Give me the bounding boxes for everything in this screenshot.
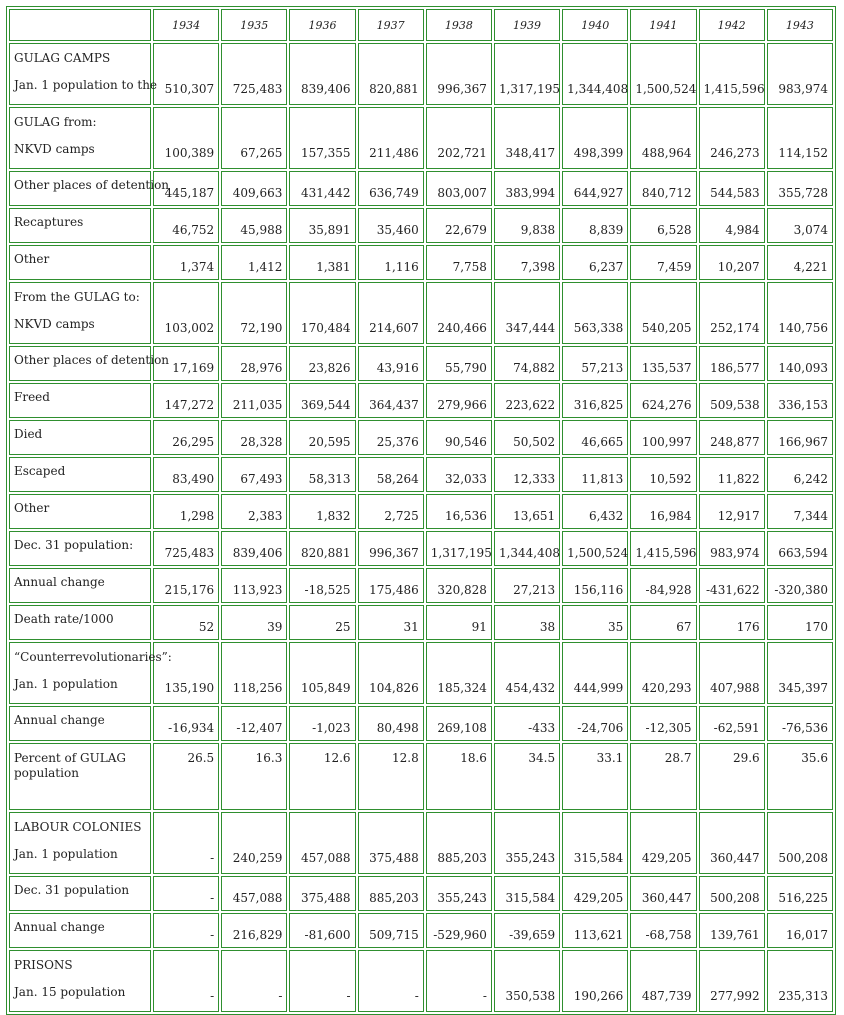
value-cell: 90,546 xyxy=(426,420,492,455)
year-header-cell: 1934 xyxy=(153,9,219,41)
table-row xyxy=(9,494,833,529)
value-cell: 43,916 xyxy=(358,346,424,381)
value-cell: 431,442 xyxy=(289,171,355,206)
value-cell: - xyxy=(289,950,355,1012)
value-cell: 1,412 xyxy=(221,245,287,280)
row-label-cell xyxy=(9,812,151,874)
value-cell: 246,273 xyxy=(699,107,765,169)
value-cell: 58,313 xyxy=(289,457,355,492)
value-cell: 170,484 xyxy=(289,282,355,344)
value-cell: 1,116 xyxy=(358,245,424,280)
value-cell: 444,999 xyxy=(562,642,628,704)
value-cell: 725,483 xyxy=(153,531,219,566)
value-cell: 16.3 xyxy=(221,743,287,810)
row-label-cell xyxy=(9,43,158,105)
value-cell: 1,317,195 xyxy=(426,531,492,566)
value-cell: 223,622 xyxy=(494,383,560,418)
row-label: Escaped xyxy=(14,464,66,478)
value-cell: - xyxy=(426,950,492,1012)
header-corner-cell xyxy=(9,9,151,41)
value-cell: 118,256 xyxy=(221,642,287,704)
value-cell: 10,592 xyxy=(630,457,696,492)
value-cell: 803,007 xyxy=(426,171,492,206)
value-cell: 215,176 xyxy=(153,568,219,603)
value-cell: 10,207 xyxy=(699,245,765,280)
row-label-cell xyxy=(9,950,151,1012)
value-cell: 345,397 xyxy=(767,642,833,704)
value-cell: - xyxy=(221,950,287,1012)
row-label: Death rate/1000 xyxy=(14,612,114,626)
value-cell: 38 xyxy=(494,605,560,640)
value-cell: 644,927 xyxy=(562,171,628,206)
value-cell: 509,715 xyxy=(358,913,424,948)
value-cell: 445,187 xyxy=(153,171,219,206)
value-cell: 46,665 xyxy=(562,420,628,455)
row-label-cell xyxy=(9,208,151,243)
value-cell: 166,967 xyxy=(767,420,833,455)
value-cell: -16,934 xyxy=(153,706,219,741)
row-label-cell xyxy=(9,531,151,566)
row-label-cell xyxy=(9,876,151,911)
value-cell: 29.6 xyxy=(699,743,765,810)
value-cell: 12.8 xyxy=(358,743,424,810)
value-cell: 105,849 xyxy=(289,642,355,704)
value-cell: 23,826 xyxy=(289,346,355,381)
value-cell: 315,584 xyxy=(494,876,560,911)
value-cell: 31 xyxy=(358,605,424,640)
value-cell: 240,259 xyxy=(221,812,287,874)
year-header-cell: 1938 xyxy=(426,9,492,41)
value-cell: 25,376 xyxy=(358,420,424,455)
value-cell: 35.6 xyxy=(767,743,833,810)
value-cell: 52 xyxy=(153,605,219,640)
year-header-cell: 1939 xyxy=(494,9,560,41)
value-cell: 1,832 xyxy=(289,494,355,529)
table-row xyxy=(9,346,833,381)
value-cell: 4,984 xyxy=(699,208,765,243)
value-cell: 364,437 xyxy=(358,383,424,418)
value-cell: 540,205 xyxy=(630,282,696,344)
value-cell: 214,607 xyxy=(358,282,424,344)
row-label: Jan. 1 population xyxy=(14,847,118,861)
value-cell: 248,877 xyxy=(699,420,765,455)
value-cell: 277,992 xyxy=(699,950,765,1012)
table-row xyxy=(9,531,833,566)
value-cell: 885,203 xyxy=(358,876,424,911)
value-cell: 170 xyxy=(767,605,833,640)
value-cell: 409,663 xyxy=(221,171,287,206)
year-header-cell: 1935 xyxy=(221,9,287,41)
row-label-cell xyxy=(9,743,151,810)
table-row xyxy=(9,43,833,105)
value-cell: 885,203 xyxy=(426,812,492,874)
value-cell: 17,169 xyxy=(153,346,219,381)
value-cell: 1,500,524 xyxy=(630,43,696,105)
section-heading: GULAG from: xyxy=(14,115,97,129)
value-cell: 355,728 xyxy=(767,171,833,206)
value-cell: 35,460 xyxy=(358,208,424,243)
value-cell: 57,213 xyxy=(562,346,628,381)
value-cell: 457,088 xyxy=(289,812,355,874)
value-cell: 407,988 xyxy=(699,642,765,704)
row-label-cell xyxy=(9,457,151,492)
value-cell: 336,153 xyxy=(767,383,833,418)
value-cell: 6,528 xyxy=(630,208,696,243)
value-cell: -12,407 xyxy=(221,706,287,741)
value-cell: 509,538 xyxy=(699,383,765,418)
value-cell: 26.5 xyxy=(153,743,219,810)
value-cell: 9,838 xyxy=(494,208,560,243)
value-cell: 429,205 xyxy=(630,812,696,874)
value-cell: 28,976 xyxy=(221,346,287,381)
row-label-cell xyxy=(9,642,172,704)
value-cell: 996,367 xyxy=(426,43,492,105)
value-cell: -320,380 xyxy=(767,568,833,603)
value-cell: 35 xyxy=(562,605,628,640)
value-cell: - xyxy=(153,913,219,948)
value-cell: 39 xyxy=(221,605,287,640)
table-row xyxy=(9,420,833,455)
table-row xyxy=(9,171,833,206)
value-cell: 100,997 xyxy=(630,420,696,455)
value-cell: 279,966 xyxy=(426,383,492,418)
value-cell: 840,712 xyxy=(630,171,696,206)
value-cell: 820,881 xyxy=(358,43,424,105)
value-cell: 457,088 xyxy=(221,876,287,911)
value-cell: 375,488 xyxy=(358,812,424,874)
gulag-statistics-table xyxy=(6,6,836,1015)
row-label: Percent of GULAG population xyxy=(14,751,126,780)
value-cell: 315,584 xyxy=(562,812,628,874)
value-cell: 2,383 xyxy=(221,494,287,529)
value-cell: 544,583 xyxy=(699,171,765,206)
value-cell: 83,490 xyxy=(153,457,219,492)
row-label-cell xyxy=(9,383,151,418)
value-cell: 13,651 xyxy=(494,494,560,529)
row-label-cell xyxy=(9,494,151,529)
value-cell: -24,706 xyxy=(562,706,628,741)
value-cell: 67,265 xyxy=(221,107,287,169)
value-cell: 157,355 xyxy=(289,107,355,169)
row-label-cell xyxy=(9,107,151,169)
value-cell: 360,447 xyxy=(699,812,765,874)
value-cell: 488,964 xyxy=(630,107,696,169)
value-cell: - xyxy=(153,950,219,1012)
value-cell: -76,536 xyxy=(767,706,833,741)
value-cell: 67 xyxy=(630,605,696,640)
value-cell: 147,272 xyxy=(153,383,219,418)
value-cell: 26,295 xyxy=(153,420,219,455)
value-cell: 1,381 xyxy=(289,245,355,280)
table-row xyxy=(9,383,833,418)
table-row xyxy=(9,107,833,169)
value-cell: -431,622 xyxy=(699,568,765,603)
header-row xyxy=(9,9,833,41)
value-cell: 35,891 xyxy=(289,208,355,243)
section-heading: GULAG CAMPS xyxy=(14,51,111,65)
value-cell: 113,621 xyxy=(562,913,628,948)
value-cell: 80,498 xyxy=(358,706,424,741)
value-cell: 28,328 xyxy=(221,420,287,455)
value-cell: 16,984 xyxy=(630,494,696,529)
row-label: NKVD camps xyxy=(14,142,95,156)
row-label: Annual change xyxy=(14,575,105,589)
value-cell: 1,344,408 xyxy=(562,43,628,105)
value-cell: 420,293 xyxy=(630,642,696,704)
value-cell: 375,488 xyxy=(289,876,355,911)
value-cell: 350,538 xyxy=(494,950,560,1012)
value-cell: 7,758 xyxy=(426,245,492,280)
row-label: Dec. 31 population xyxy=(14,883,130,897)
value-cell: 55,790 xyxy=(426,346,492,381)
value-cell: 22,679 xyxy=(426,208,492,243)
value-cell: 113,923 xyxy=(221,568,287,603)
year-header-cell: 1940 xyxy=(562,9,628,41)
value-cell: 16,536 xyxy=(426,494,492,529)
value-cell: - xyxy=(153,876,219,911)
value-cell: 72,190 xyxy=(221,282,287,344)
value-cell: 487,739 xyxy=(630,950,696,1012)
year-header-cell: 1937 xyxy=(358,9,424,41)
value-cell: 67,493 xyxy=(221,457,287,492)
value-cell: 12,917 xyxy=(699,494,765,529)
value-cell: 1,415,596 xyxy=(699,43,765,105)
value-cell: -18,525 xyxy=(289,568,355,603)
value-cell: 636,749 xyxy=(358,171,424,206)
value-cell: 983,974 xyxy=(699,531,765,566)
value-cell: 839,406 xyxy=(221,531,287,566)
value-cell: 18.6 xyxy=(426,743,492,810)
value-cell: 202,721 xyxy=(426,107,492,169)
value-cell: 135,537 xyxy=(630,346,696,381)
row-label: Jan. 1 population to the xyxy=(14,78,158,92)
value-cell: 25 xyxy=(289,605,355,640)
value-cell: 12,333 xyxy=(494,457,560,492)
row-label: Annual change xyxy=(14,713,105,727)
value-cell: 369,544 xyxy=(289,383,355,418)
value-cell: 252,174 xyxy=(699,282,765,344)
value-cell: 3,074 xyxy=(767,208,833,243)
row-label-cell xyxy=(9,245,151,280)
value-cell: 1,317,195 xyxy=(494,43,560,105)
value-cell: 139,761 xyxy=(699,913,765,948)
table-row xyxy=(9,282,833,344)
value-cell: 510,307 xyxy=(153,43,219,105)
value-cell: 50,502 xyxy=(494,420,560,455)
year-header-cell: 1942 xyxy=(699,9,765,41)
value-cell: -529,960 xyxy=(426,913,492,948)
table-row xyxy=(9,208,833,243)
value-cell: 8,839 xyxy=(562,208,628,243)
table-row xyxy=(9,913,833,948)
value-cell: 186,577 xyxy=(699,346,765,381)
value-cell: 20,595 xyxy=(289,420,355,455)
year-header-cell: 1943 xyxy=(767,9,833,41)
row-label-cell xyxy=(9,171,170,206)
value-cell: 498,399 xyxy=(562,107,628,169)
value-cell: 269,108 xyxy=(426,706,492,741)
value-cell: 355,243 xyxy=(426,876,492,911)
value-cell: 1,415,596 xyxy=(630,531,696,566)
section-heading: “Counterrevolutionaries”: xyxy=(14,650,172,664)
value-cell: -1,023 xyxy=(289,706,355,741)
value-cell: 6,242 xyxy=(767,457,833,492)
value-cell: 355,243 xyxy=(494,812,560,874)
value-cell: 32,033 xyxy=(426,457,492,492)
value-cell: 156,116 xyxy=(562,568,628,603)
value-cell: 211,035 xyxy=(221,383,287,418)
value-cell: 2,725 xyxy=(358,494,424,529)
value-cell: 46,752 xyxy=(153,208,219,243)
table-row xyxy=(9,245,833,280)
value-cell: 360,447 xyxy=(630,876,696,911)
value-cell: 316,825 xyxy=(562,383,628,418)
value-cell: 175,486 xyxy=(358,568,424,603)
section-heading: PRISONS xyxy=(14,958,73,972)
value-cell: -12,305 xyxy=(630,706,696,741)
value-cell: 725,483 xyxy=(221,43,287,105)
value-cell: 624,276 xyxy=(630,383,696,418)
value-cell: 839,406 xyxy=(289,43,355,105)
value-cell: 27,213 xyxy=(494,568,560,603)
row-label: Dec. 31 population: xyxy=(14,538,134,552)
row-label: Recaptures xyxy=(14,215,84,229)
row-label: Jan. 1 population xyxy=(14,677,118,691)
table-row xyxy=(9,876,833,911)
value-cell: 216,829 xyxy=(221,913,287,948)
table-row xyxy=(9,457,833,492)
value-cell: 34.5 xyxy=(494,743,560,810)
value-cell: 1,344,408 xyxy=(494,531,560,566)
table-row xyxy=(9,642,833,704)
table-body xyxy=(9,43,833,1012)
value-cell: 74,882 xyxy=(494,346,560,381)
value-cell: 383,994 xyxy=(494,171,560,206)
value-cell: 16,017 xyxy=(767,913,833,948)
value-cell: 1,374 xyxy=(153,245,219,280)
value-cell: -81,600 xyxy=(289,913,355,948)
row-label: Annual change xyxy=(14,920,105,934)
value-cell: 7,459 xyxy=(630,245,696,280)
value-cell: 58,264 xyxy=(358,457,424,492)
row-label: Jan. 15 population xyxy=(14,985,126,999)
table-row xyxy=(9,706,833,741)
table-row xyxy=(9,743,833,810)
value-cell: 235,313 xyxy=(767,950,833,1012)
value-cell: 185,324 xyxy=(426,642,492,704)
row-label-cell xyxy=(9,605,151,640)
value-cell: 7,398 xyxy=(494,245,560,280)
value-cell: 996,367 xyxy=(358,531,424,566)
value-cell: 104,826 xyxy=(358,642,424,704)
row-label-cell xyxy=(9,568,151,603)
year-header-cell: 1936 xyxy=(289,9,355,41)
value-cell: 347,444 xyxy=(494,282,560,344)
row-label: Other xyxy=(14,252,50,266)
value-cell: 33.1 xyxy=(562,743,628,810)
row-label-cell xyxy=(9,706,151,741)
year-header-cell: 1941 xyxy=(630,9,696,41)
value-cell: 140,756 xyxy=(767,282,833,344)
value-cell: 140,093 xyxy=(767,346,833,381)
value-cell: 240,466 xyxy=(426,282,492,344)
value-cell: 91 xyxy=(426,605,492,640)
row-label: NKVD camps xyxy=(14,317,95,331)
section-heading: From the GULAG to: xyxy=(14,290,140,304)
value-cell: 1,298 xyxy=(153,494,219,529)
value-cell: 820,881 xyxy=(289,531,355,566)
value-cell: 176 xyxy=(699,605,765,640)
value-cell: 6,432 xyxy=(562,494,628,529)
row-label-cell xyxy=(9,282,151,344)
value-cell: 516,225 xyxy=(767,876,833,911)
value-cell: 7,344 xyxy=(767,494,833,529)
row-label-cell xyxy=(9,420,151,455)
table-row xyxy=(9,812,833,874)
table-row xyxy=(9,605,833,640)
value-cell: 114,152 xyxy=(767,107,833,169)
value-cell: -62,591 xyxy=(699,706,765,741)
value-cell: 500,208 xyxy=(699,876,765,911)
row-label: Died xyxy=(14,427,43,441)
value-cell: 11,813 xyxy=(562,457,628,492)
row-label-cell xyxy=(9,346,170,381)
value-cell: 429,205 xyxy=(562,876,628,911)
value-cell: -433 xyxy=(494,706,560,741)
value-cell: 28.7 xyxy=(630,743,696,810)
value-cell: 983,974 xyxy=(767,43,833,105)
value-cell: 6,237 xyxy=(562,245,628,280)
row-label-cell xyxy=(9,913,151,948)
value-cell: - xyxy=(153,812,219,874)
value-cell: - xyxy=(358,950,424,1012)
row-label: Freed xyxy=(14,390,50,404)
value-cell: -84,928 xyxy=(630,568,696,603)
row-label: Other places of detention xyxy=(14,178,170,192)
value-cell: -68,758 xyxy=(630,913,696,948)
value-cell: 103,002 xyxy=(153,282,219,344)
value-cell: 320,828 xyxy=(426,568,492,603)
value-cell: 11,822 xyxy=(699,457,765,492)
value-cell: 663,594 xyxy=(767,531,833,566)
value-cell: 1,500,524 xyxy=(562,531,628,566)
section-heading: LABOUR COLONIES xyxy=(14,820,142,834)
value-cell: 4,221 xyxy=(767,245,833,280)
value-cell: 12.6 xyxy=(289,743,355,810)
value-cell: 563,338 xyxy=(562,282,628,344)
value-cell: 348,417 xyxy=(494,107,560,169)
value-cell: 190,266 xyxy=(562,950,628,1012)
value-cell: 454,432 xyxy=(494,642,560,704)
row-label: Other places of detention xyxy=(14,353,170,367)
row-label: Other xyxy=(14,501,50,515)
value-cell: -39,659 xyxy=(494,913,560,948)
table-row xyxy=(9,950,833,1012)
value-cell: 211,486 xyxy=(358,107,424,169)
value-cell: 45,988 xyxy=(221,208,287,243)
table-row xyxy=(9,568,833,603)
value-cell: 135,190 xyxy=(153,642,219,704)
value-cell: 500,208 xyxy=(767,812,833,874)
value-cell: 100,389 xyxy=(153,107,219,169)
